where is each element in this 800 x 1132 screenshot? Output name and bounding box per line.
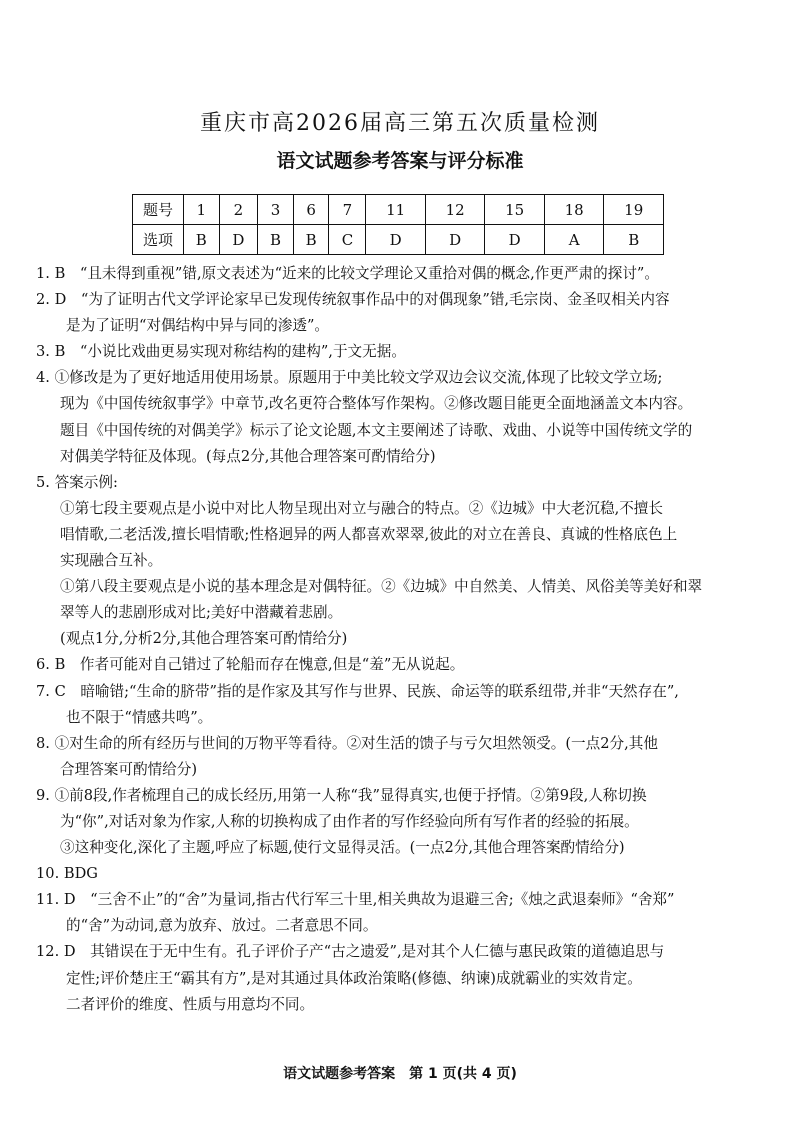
answer-line: 的“舍”为动词,意为放弃、放过。二者意思不同。 [66,917,378,935]
answer-line: 唱情歌,二老活泼,擅长唱情歌;性格迥异的两人都喜欢翠翠,彼此的对立在善良、真诚的性格底色上 [60,525,678,543]
table-cell: B [293,225,329,255]
table-row-numbers [133,195,664,225]
answer-line: 7. C 暗喻错;“生命的脐带”指的是作家及其写作与世界、民族、命运等的联系纽带,并非“天然存在”, [36,682,679,700]
table-cell: D [485,225,545,255]
answer-line: 实现融合互补。 [60,552,163,570]
page-title: 重庆市高2026届高三第五次质量检测 [200,111,600,136]
table-cell: 1 [184,195,220,225]
answer-line: 对偶美学特征及体现。(每点2分,其他合理答案可酌情给分) [60,447,436,465]
answer-table [132,194,664,255]
page-subtitle: 语文试题参考答案与评分标准 [276,150,524,172]
answer-line: 6. B 作者可能对自己错过了轮船而存在愧意,但是“羞”无从说起。 [36,656,465,674]
answer-line: 也不限于“情感共鸣”。 [66,708,213,726]
answer-line: 1. B “且未得到重视”错,原文表述为“近来的比较文学理论又重拾对偶的概念,作更严肃的探讨”。 [36,265,659,282]
table-cell: A [544,225,604,255]
table-cell: D [219,225,258,255]
table-cell: 3 [258,195,294,225]
page-footer: 语文试题参考答案 第 1 页(共 4 页) [283,1066,517,1082]
answer-line: 翠等人的悲剧形成对比;美好中潜藏着悲剧。 [60,604,343,622]
answer-line: 12. D 其错误在于无中生有。孔子评价子产“古之遗爱”,是对其个人仁德与惠民政策的道德追思与 [36,943,665,961]
answer-line: 2. D “为了证明古代文学评论家早已发现传统叙事作品中的对偶现象”错,毛宗岗、金圣叹相关内容 [36,291,670,309]
answer-line: ①第八段主要观点是小说的基本理念是对偶特征。②《边城》中自然美、人情美、风俗美等美好和翠 [60,578,703,596]
answer-line: 11. D “三舍不止”的“舍”为量词,指古代行军三十里,相关典故为退避三舍;《烛之武退秦师》“舍郑” [36,891,675,909]
answer-line: ③这种变化,深化了主题,呼应了标题,使行文显得灵活。(一点2分,其他合理答案酌情给分) [60,839,625,857]
table-cell: 12 [425,195,485,225]
answer-explanations [36,261,772,1018]
table-cell: 19 [604,195,664,225]
answer-line: ①第七段主要观点是小说中对比人物呈现出对立与融合的特点。②《边城》中大老沉稳,不擅长 [60,499,663,517]
table-cell: C [329,225,366,255]
answer-line: 是为了证明“对偶结构中异与同的渗透”。 [66,317,330,335]
table-cell: 11 [366,195,426,225]
table-cell: 6 [293,195,329,225]
table-cell: B [184,225,220,255]
table-cell: B [258,225,294,255]
answer-line: 10. BDG [36,865,98,883]
answer-line: 5. 答案示例: [36,473,118,491]
answer-line: (观点1分,分析2分,其他合理答案可酌情给分) [60,630,348,648]
answer-line: 现为《中国传统叙事学》中章节,改名更符合整体写作架构。②修改题目能更全面地涵盖文本内容。 [60,395,693,413]
row-label-number: 题号 [133,195,184,225]
row-label-choice: 选项 [133,225,184,255]
answer-line: 4. ①修改是为了更好地适用使用场景。原题用于中美比较文学双边会议交流,体现了比较文学立场; [36,369,663,387]
answer-line: 定性;评价楚庄王“霸其有方”,是对其通过具体政治策略(修德、纳谏)成就霸业的实效肯定。 [66,969,642,987]
table-cell: 7 [329,195,366,225]
answer-line: 8. ①对生命的所有经历与世间的万物平等看待。②对生活的馈子与亏欠坦然领受。(一点2分,其他 [36,734,658,752]
answer-line: 9. ①前8段,作者梳理自己的成长经历,用第一人称“我”显得真实,也便于抒情。②第9段,人称切换 [36,786,647,804]
answer-line: 为“你”,对话对象为作家,人称的切换构成了由作者的写作经验向所有写作者的经验的拓展。 [60,812,639,830]
table-cell: B [604,225,664,255]
answer-line: 二者评价的维度、性质与用意均不同。 [66,995,315,1013]
answer-line: 合理答案可酌情给分) [60,760,198,778]
table-cell: D [366,225,426,255]
answer-line: 题目《中国传统的对偶美学》标示了论文论题,本文主要阐述了诗歌、戏曲、小说等中国传统文学的 [60,421,693,439]
table-cell: 2 [219,195,258,225]
table-cell: 15 [485,195,545,225]
table-cell: D [425,225,485,255]
table-row-choices [133,225,664,255]
table-cell: 18 [544,195,604,225]
answer-line: 3. B “小说比戏曲更易实现对称结构的建构”,于文无据。 [36,343,406,361]
